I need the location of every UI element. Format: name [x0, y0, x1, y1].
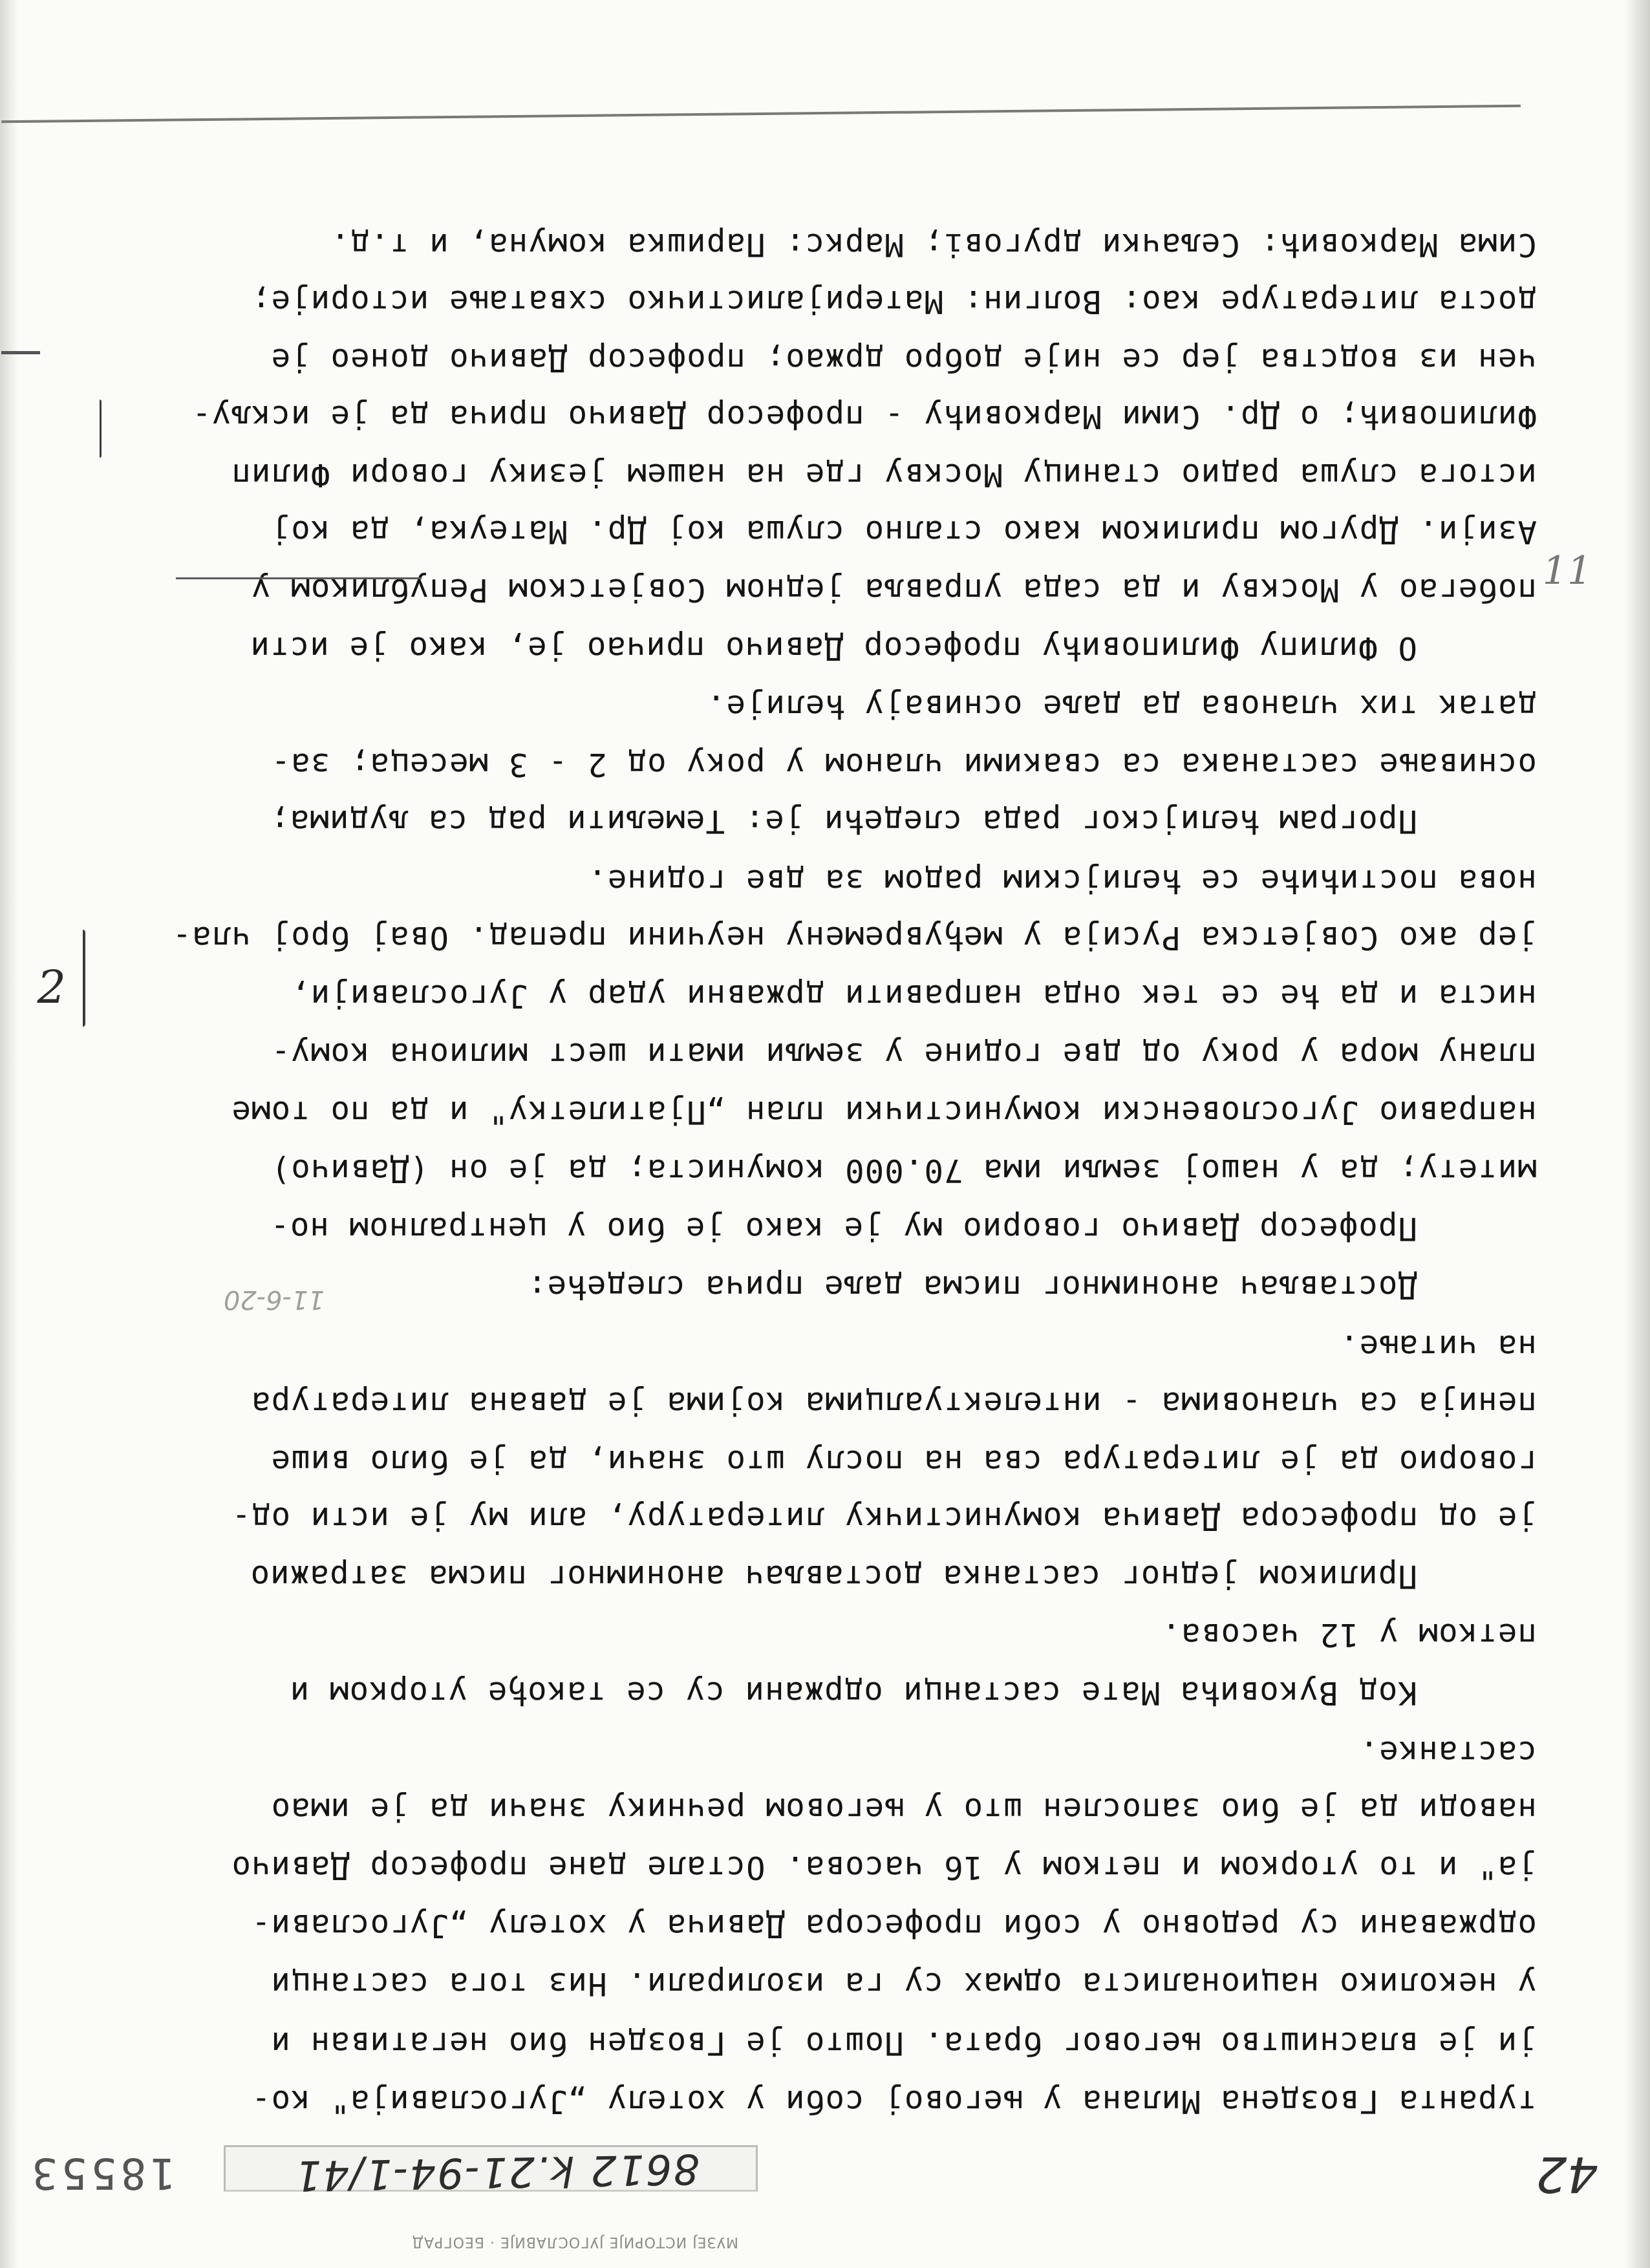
- text-line: митету; да у нашој земљи има 70.000 комуниста; да је он (Давичо): [270, 1152, 1537, 1189]
- text-line: на читање.: [1338, 1328, 1537, 1365]
- margin-bracket: [83, 930, 85, 1027]
- margin-bracket: [100, 400, 102, 458]
- text-line: чен из водства јер се није добро држао; професор Давичо донео је: [270, 341, 1537, 378]
- margin-note-bottom: 11: [1542, 548, 1592, 594]
- text-line: Програм ћелијског рада следећи је: Темељити рад са људима;: [270, 803, 1417, 840]
- text-line: састанке.: [1358, 1734, 1537, 1771]
- text-line: плану мора у року од две године у земљи имати шест милиона кому-: [270, 1036, 1537, 1073]
- text-line: ји је власништво његовог брата. Пошто је Гвозден био негативан и: [270, 2025, 1537, 2062]
- text-line: доста литературе као: Волгин: Материјалистичко схватање историје;: [250, 283, 1537, 320]
- text-line: Филиповић; о Др. Сими Марковићу - професор Давичо прича да је искљу-: [191, 398, 1537, 435]
- archive-handwritten-code: 8612 k.21-94-1/41: [293, 2144, 700, 2199]
- text-line: јер ако Совјетска Русија у међувремену неучини препад. Овај број чла-: [171, 919, 1537, 956]
- text-line: побегао у Москву и да сада управља једном Совјетском Републиком у: [250, 572, 1537, 608]
- text-line: пенија са члановима - интелектуалцима којима је давана литература: [250, 1385, 1537, 1422]
- archive-number: 18553: [28, 2148, 176, 2198]
- text-line: Професор Давичо говорио му је како је био у централном но-: [270, 1210, 1417, 1247]
- text-line: Приликом једног састанка достављач анонимног писма затражио: [250, 1558, 1417, 1595]
- text-line: направио Југословенски комунистички план „Пјатилетку" и да по томе: [231, 1094, 1537, 1131]
- text-line: туранта Гвоздена Милана у његовој соби у хотелу „Југославија" ко-: [250, 2083, 1537, 2120]
- text-line: О Филипу Филиповићу професор Давичо причао је, како је исти: [250, 630, 1417, 667]
- text-line: ниста и да ће се тек онда направити државни удар у Југославији,: [290, 978, 1537, 1014]
- margin-note-left: 2: [37, 961, 66, 1014]
- pencil-folio-note: 11-6-20: [223, 1285, 325, 1314]
- crop-mark: [1, 351, 40, 354]
- text-line: је од професора Давича комунистичку литературу, али му је исти од-: [231, 1500, 1537, 1537]
- text-line: петком у 12 часова.: [1161, 1616, 1537, 1653]
- text-line: Код Вуковића Мате састанци одржани су се такође уторком и: [289, 1674, 1417, 1711]
- text-line: Азији. Другом приликом како стално слуша кој Др. Матеука, да кој: [270, 513, 1537, 550]
- text-line: у неколико националиста одмах су га изолирали. Низ тога састанци: [270, 1965, 1537, 2002]
- text-line: датак тих чланова да даље оснивају ћелије.: [705, 688, 1537, 725]
- pencil-underline: [176, 577, 422, 579]
- text-line: одржавани су редовно у соби професора Давича у хотелу „Југослави-: [250, 1907, 1537, 1944]
- page-folio-mark: 42: [1536, 2146, 1598, 2203]
- text-line: оснивање састанака са свакими чланом у року од 2 - 3 месеца; за-: [270, 746, 1537, 783]
- text-line: нова постићиће се ћелијским радом за две године.: [587, 862, 1537, 899]
- text-line: Достављач анонимног писма даље прича следеће:: [526, 1268, 1417, 1305]
- archive-stamp-caption: МУЗЕЈ ИСТОРИЈЕ ЈУГОСЛАВИЈЕ · БЕОГРАД: [411, 2234, 738, 2250]
- text-line: Сима Марковић: Сељачки друговi; Маркс: Паришка комуна, и т.д.: [330, 226, 1537, 263]
- text-line: наводи да је био запослен што у његовом речнику значи да је имао: [270, 1791, 1537, 1828]
- text-line: ја" и то уторком и петком у 16 часова. Остале дане професор Давичо: [231, 1849, 1537, 1886]
- text-line: говорио да је литература сва на послу што значи, да је било више: [270, 1443, 1537, 1480]
- text-line: истога слуша радио станицу Москву где на нашем језику говори Филип: [231, 456, 1537, 493]
